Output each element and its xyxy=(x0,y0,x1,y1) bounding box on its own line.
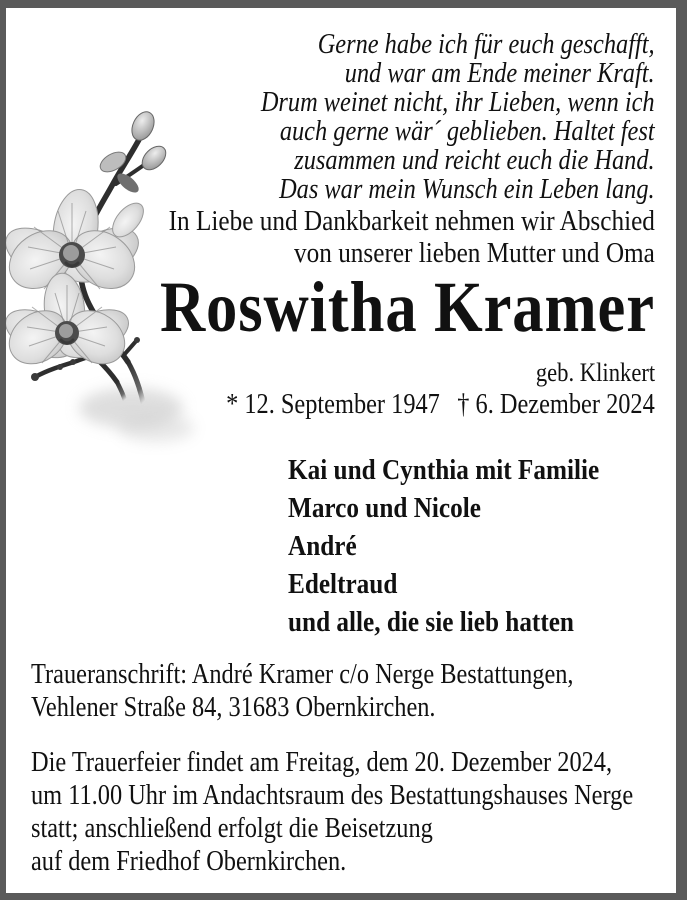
mourner-line: André xyxy=(288,530,357,562)
funeral-line: Die Trauerfeier findet am Freitag, dem 20. Dezember 2024, xyxy=(31,747,613,778)
poem-line: Gerne habe ich für euch geschafft, xyxy=(318,29,655,60)
poem xyxy=(261,30,655,204)
birth-date: * 12. September 1947 xyxy=(226,389,441,420)
maiden-name: geb. Klinkert xyxy=(535,358,655,387)
poem-line: auch gerne wär´ geblieben. Haltet fest xyxy=(280,116,655,147)
funeral-line: auf dem Friedhof Obernkirchen. xyxy=(31,846,347,877)
funeral-line: um 11.00 Uhr im Andachtsraum des Bestattungshauses Nerge xyxy=(31,780,634,811)
poem-line: Das war mein Wunsch ein Leben lang. xyxy=(279,174,655,205)
mourners-list xyxy=(288,451,599,641)
poem-line: und war am Ende meiner Kraft. xyxy=(345,58,655,89)
funeral-line: statt; anschließend erfolgt die Beisetzung xyxy=(31,813,433,844)
address-line: Traueranschrift: André Kramer c/o Nerge Bestattungen, xyxy=(31,659,574,690)
condolence-address xyxy=(31,658,574,724)
mourner-line: Marco und Nicole xyxy=(288,492,481,524)
intro-line: von unserer lieben Mutter und Oma xyxy=(294,237,655,269)
life-dates xyxy=(226,390,655,420)
deceased-name: Roswitha Kramer xyxy=(160,267,655,347)
mourner-line: Kai und Cynthia mit Familie xyxy=(288,454,600,486)
funeral-info xyxy=(31,746,633,878)
intro-line: In Liebe und Dankbarkeit nehmen wir Abschied xyxy=(168,205,655,237)
death-date: † 6. Dezember 2024 xyxy=(457,389,655,420)
poem-line: Drum weinet nicht, ihr Lieben, wenn ich xyxy=(261,87,655,118)
poem-line: zusammen und reicht euch die Hand. xyxy=(294,145,655,176)
farewell-intro xyxy=(169,205,655,269)
mourner-line: und alle, die sie lieb hatten xyxy=(288,606,574,638)
address-line: Vehlener Straße 84, 31683 Obernkirchen. xyxy=(31,692,436,723)
mourner-line: Edeltraud xyxy=(288,568,398,600)
